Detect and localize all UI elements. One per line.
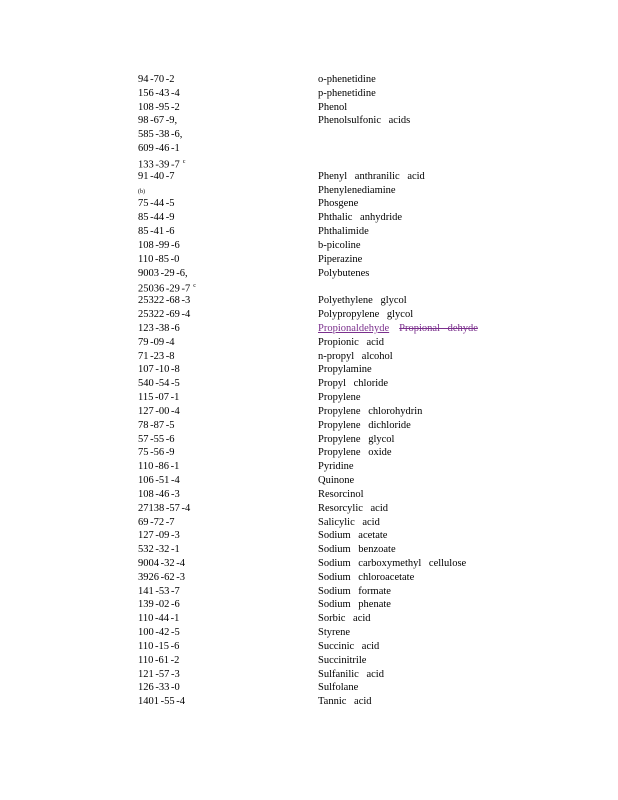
chemical-name: Phenyl anthranilic acid [318,170,425,182]
cas-number-text: 25036 -29 -7 [138,283,191,295]
cas-number [138,446,175,460]
list-row [138,267,598,281]
chemical-name: Propylene dichloride [318,419,411,431]
list-row [138,184,598,198]
list-row [138,405,598,419]
cas-number-text: 110 -15 -6 [138,640,180,652]
cas-number [138,681,180,695]
chemical-name: Propylene oxide [318,447,392,459]
cas-number [138,516,175,530]
cas-number-text: 126 -33 -0 [138,682,180,694]
cas-number-text: 9004 -32 -4 [138,557,185,569]
list-row [138,571,598,585]
cas-number [138,350,175,364]
chemical-name: Sulfanilic acid [318,668,384,680]
chemical-name: Quinone [318,475,355,487]
list-row [138,197,598,211]
list-row [138,419,598,433]
cas-number-text: 98 -67 -9, [138,115,178,127]
cas-number [138,142,180,156]
cas-number-text: 25322 -69 -4 [138,309,191,321]
chemical-name: Sodium chloroacetate [318,571,415,583]
chemical-name: Pyridine [318,461,354,473]
chemical-name: Salicylic acid [318,516,380,528]
list-row [138,156,598,170]
list-row [138,225,598,239]
list-row [138,336,598,350]
cas-number-text: 100 -42 -5 [138,627,180,639]
cas-number [138,488,180,502]
cas-number-text: 69 -72 -7 [138,516,175,528]
list-row [138,433,598,447]
chemical-name: Resorcylic acid [318,502,389,514]
list-row [138,668,598,682]
list-row [138,350,598,364]
cas-number [138,626,180,640]
cas-number [138,598,180,612]
chemical-name: o-phenetidine [318,74,376,85]
list-row [138,363,598,377]
chemical-name: Polybutenes [318,267,370,279]
list-row [138,377,598,391]
cas-number-text: 609 -46 -1 [138,143,180,155]
list-row [138,308,598,322]
chemical-name: Sodium acetate [318,530,388,542]
cas-number [138,474,180,488]
list-row [138,128,598,142]
cas-number [138,543,180,557]
list-row [138,529,598,543]
cas-number [138,239,180,253]
chemical-name: Phenol [318,101,348,113]
cas-number-text: 57 -55 -6 [138,433,175,445]
list-row [138,474,598,488]
list-row [138,612,598,626]
chemical-name: Propylamine [318,364,372,376]
list-row [138,640,598,654]
cas-number-text: 106 -51 -4 [138,475,180,487]
chemical-name: n-propyl alcohol [318,350,393,362]
cas-number [138,433,175,447]
list-row [138,446,598,460]
chemical-name: Sodium carboxymethyl cellulose [318,557,467,569]
chemical-name: Propylene glycol [318,433,395,445]
chemical-name: Piperazine [318,253,363,265]
cas-number [138,377,180,391]
cas-number [138,73,175,87]
list-row [138,391,598,405]
chemical-name: Sorbic acid [318,613,371,625]
cas-number-text: 156 -43 -4 [138,87,180,99]
list-row [138,488,598,502]
chemical-name: Succinic acid [318,640,380,652]
chemical-name: Phenylenediamine [318,184,396,196]
chemical-name: Phenolsulfonic acids [318,115,411,127]
cas-number-text: 85 -41 -6 [138,226,175,238]
chemical-name: Propyl chloride [318,378,389,390]
footnote-marker: c [193,283,196,290]
chemical-name: Propylene chlorohydrin [318,405,423,417]
cas-number [138,114,177,128]
cas-number-text: 127 -09 -3 [138,530,180,542]
cas-number [138,363,180,377]
chemical-name: Phosgene [318,198,359,210]
chemical-name: Styrene [318,627,351,639]
cas-number-text: 110 -85 -0 [138,253,180,265]
cas-number-text: 25322 -68 -3 [138,295,191,307]
chemical-name: Succinitrile [318,654,367,666]
list-row [138,101,598,115]
list-row [138,73,598,87]
cas-number [138,336,175,350]
cas-number-text: 585 -38 -6, [138,129,183,141]
cas-number [138,557,185,571]
cas-number [138,668,180,682]
chemical-list [138,73,598,709]
chemical-name: Propionic acid [318,336,384,348]
cas-number-text: 110 -44 -1 [138,613,180,625]
cas-number-text: 532 -32 -1 [138,544,180,556]
cas-number [138,225,175,239]
list-row [138,654,598,668]
cas-number [138,211,175,225]
revision-insertion: Propionaldehyde [318,322,390,334]
list-row [138,460,598,474]
cas-number [138,419,175,433]
list-row [138,598,598,612]
cas-number-text: 115 -07 -1 [138,392,180,404]
cas-number-text: 79 -09 -4 [138,336,175,348]
chemical-name: p-phenetidine [318,87,376,99]
chemical-name: Polyethylene glycol [318,295,407,307]
cas-number-text: 94 -70 -2 [138,74,175,85]
cas-number [138,640,179,654]
cas-number [138,170,175,184]
list-row [138,239,598,253]
list-row [138,695,598,709]
cas-number-text: 540 -54 -5 [138,378,180,390]
cas-number-text: 108 -95 -2 [138,101,180,113]
list-row [138,585,598,599]
chemical-name: Tannic acid [318,696,372,708]
cas-number-text: 107 -10 -8 [138,364,180,376]
chemical-name [318,322,478,336]
cas-number-text: 141 -53 -7 [138,585,180,597]
cas-number-text: 108 -46 -3 [138,488,180,500]
cas-number [138,294,190,308]
cas-number [138,405,180,419]
cas-number-text: 85 -44 -9 [138,212,175,224]
footnote-marker: c [182,158,186,165]
cas-number-text: 121 -57 -3 [138,668,180,680]
cas-number-text: 71 -23 -8 [138,350,175,362]
list-row [138,211,598,225]
list-row [138,294,598,308]
cas-number-text: 78 -87 -5 [138,419,175,431]
list-row [138,280,598,294]
footnote-note: (b) [138,188,145,195]
cas-number-text: 3926 -62 -3 [138,571,185,583]
list-row [138,322,598,336]
cas-number [138,460,179,474]
cas-number [138,695,185,709]
cas-number-text: 75 -44 -5 [138,198,175,210]
list-row [138,170,598,184]
chemical-name: b-picoline [318,239,361,251]
list-row [138,626,598,640]
cas-number-text: 110 -86 -1 [138,461,180,473]
list-row [138,114,598,128]
list-row [138,543,598,557]
cas-number [138,571,185,585]
cas-number-text: 110 -61 -2 [138,654,180,666]
cas-number-text: 9003 -29 -6, [138,267,188,279]
chemical-name: Phthalimide [318,226,369,238]
cas-number [138,87,180,101]
cas-number-text: 127 -00 -4 [138,405,180,417]
cas-number-text: 108 -99 -6 [138,239,180,251]
cas-number [138,253,179,267]
cas-number-text: 139 -02 -6 [138,599,180,611]
chemical-name: Polypropylene glycol [318,309,414,321]
cas-number-text: 1401 -55 -4 [138,696,185,708]
cas-number [138,585,180,599]
revision-deletion: Propional dehyde [399,322,478,334]
cas-number [138,128,182,142]
cas-number-text: 91 -40 -7 [138,170,175,182]
cas-number [138,308,190,322]
list-row [138,253,598,267]
cas-number [138,391,179,405]
list-row [138,681,598,695]
chemical-name: Propylene [318,392,361,404]
cas-number [138,654,179,668]
chemical-name: Resorcinol [318,488,364,500]
cas-number [138,612,179,626]
cas-number-text: 133 -39 -7 [138,159,180,171]
chemical-name: Sulfolane [318,682,359,694]
cas-number [138,502,190,516]
list-row [138,557,598,571]
list-row [138,502,598,516]
list-row [138,87,598,101]
chemical-name: Sodium formate [318,585,391,597]
cas-number [138,197,175,211]
chemical-name: Sodium benzoate [318,544,396,556]
chemical-name: Sodium phenate [318,599,391,611]
cas-number-text: 75 -56 -9 [138,447,175,459]
chemical-name: Phthalic anhydride [318,212,403,224]
cas-number [138,267,188,281]
cas-number [138,529,180,543]
cas-number-text: 123 -38 -6 [138,322,180,334]
cas-number [138,101,180,115]
list-row [138,142,598,156]
cas-number-text: 27138 -57 -4 [138,502,191,514]
cas-number [138,322,180,336]
list-row [138,516,598,530]
